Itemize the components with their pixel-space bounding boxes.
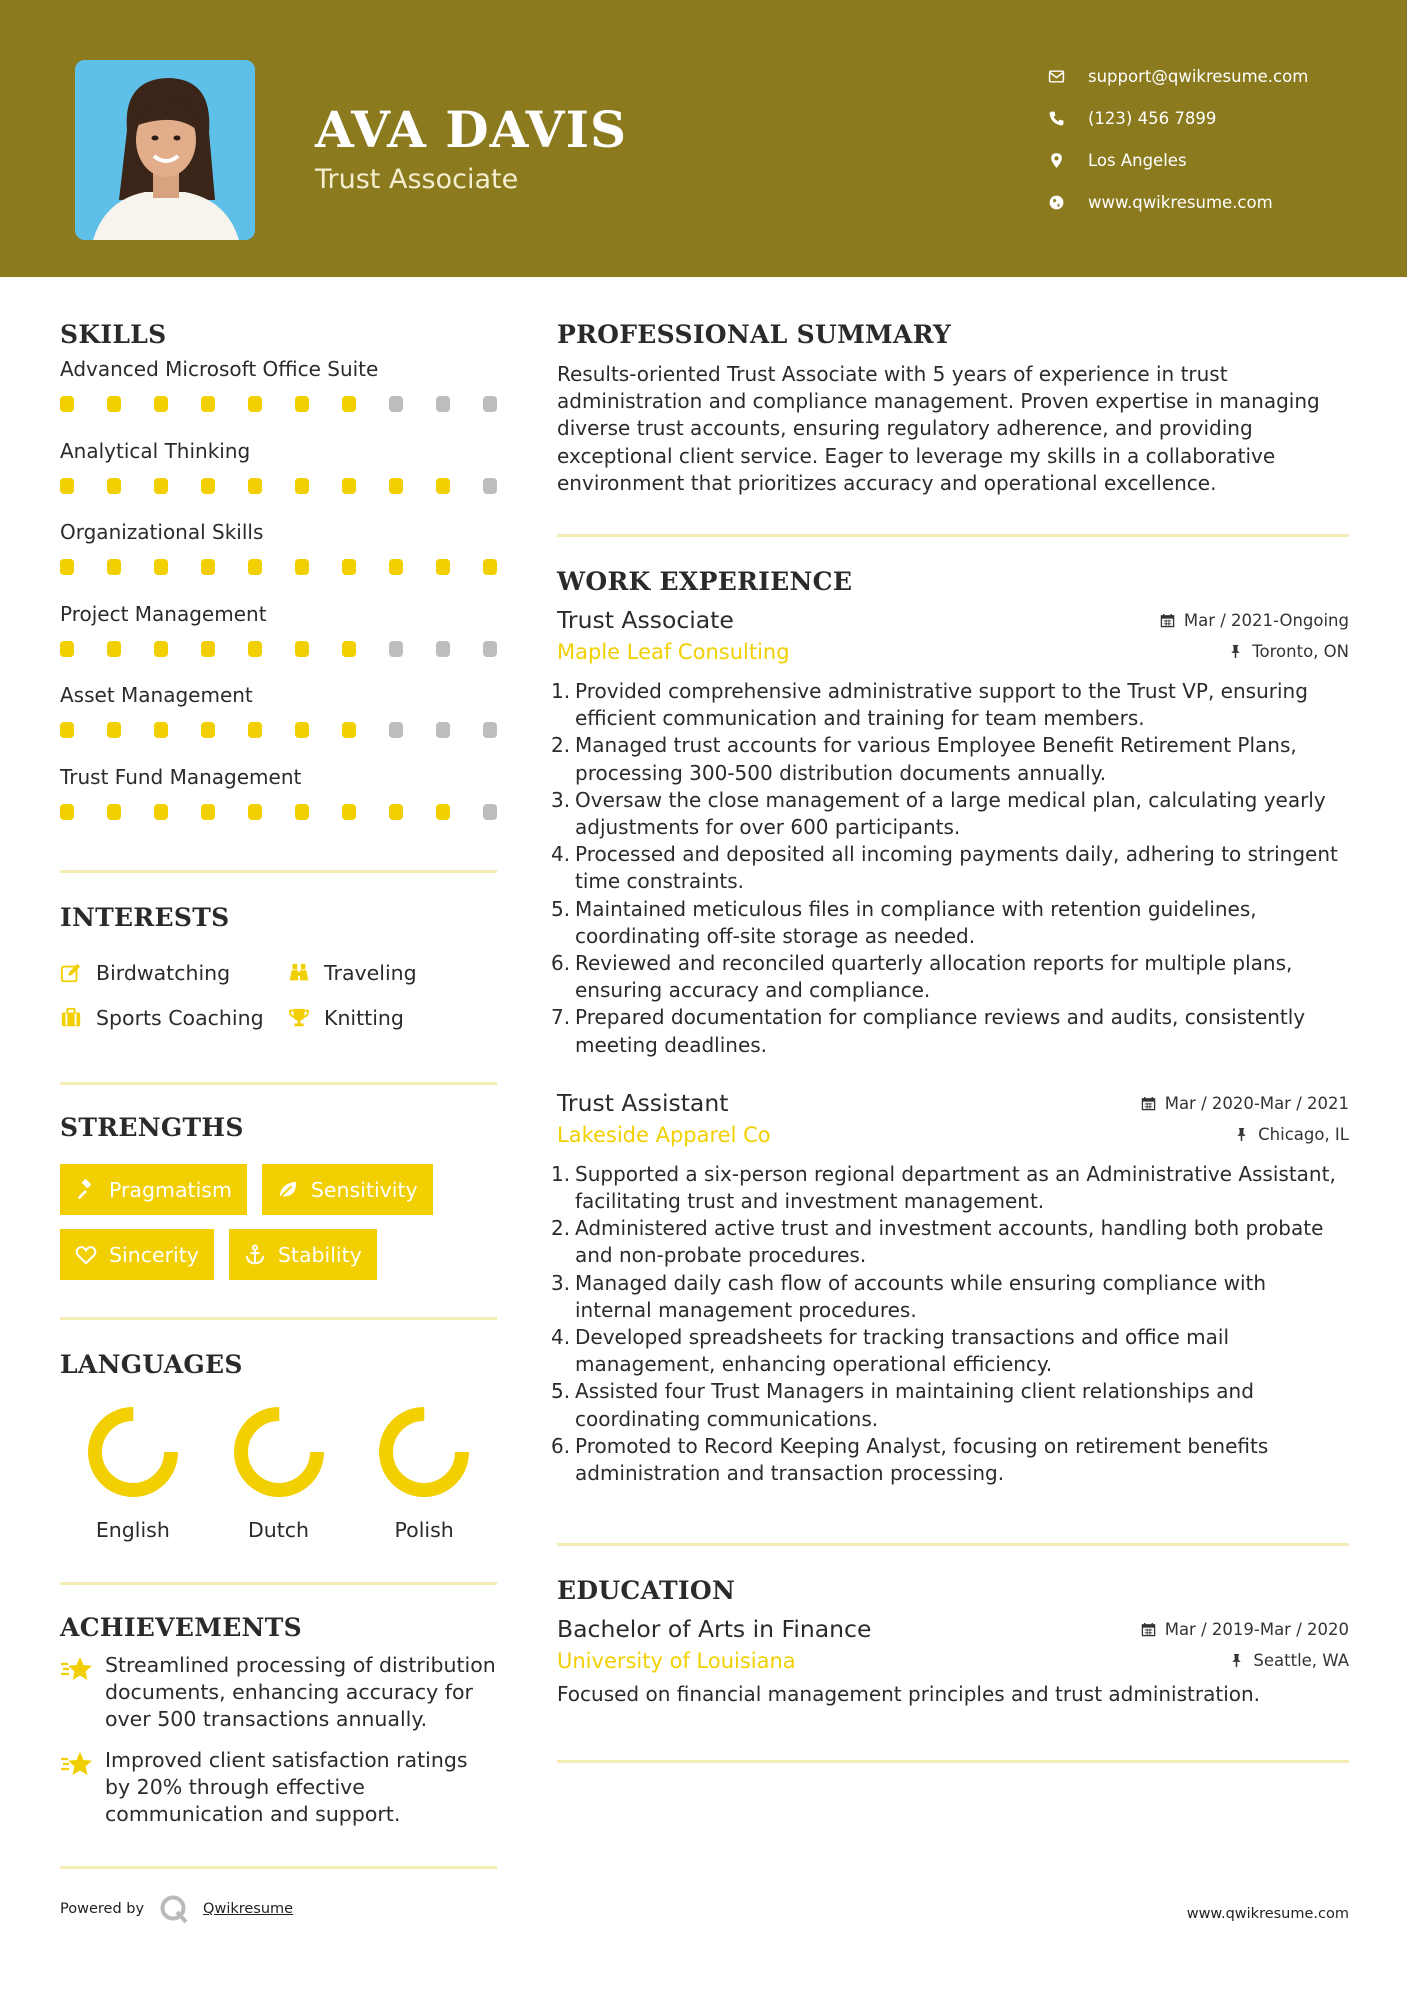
rating-dot-filled xyxy=(154,641,168,657)
bullet-number: 2. xyxy=(551,733,571,758)
job-bullet xyxy=(551,1324,1349,1378)
rating-dot-filled xyxy=(248,396,262,412)
interest-item xyxy=(60,950,278,995)
rating-dot-empty xyxy=(483,641,497,657)
skill-rating xyxy=(60,641,497,657)
education-description: Focused on financial management principles and trust administration. xyxy=(557,1682,1261,1707)
job-date xyxy=(1160,611,1349,630)
contact-email-text: support@qwikresume.com xyxy=(1088,66,1309,86)
skill-rating xyxy=(60,722,497,738)
pushpin-icon xyxy=(1229,1653,1244,1668)
rating-dot-filled xyxy=(295,641,309,657)
education-entry xyxy=(557,1615,1349,1708)
language-item xyxy=(351,1405,497,1542)
rating-dot-filled xyxy=(436,804,450,820)
rating-dot-filled xyxy=(201,722,215,738)
skill-name: Trust Fund Management xyxy=(60,764,302,789)
contact-location-text: Los Angeles xyxy=(1088,150,1187,170)
language-name: Dutch xyxy=(247,1518,310,1542)
summary-heading: PROFESSIONAL SUMMARY xyxy=(557,320,952,349)
bullet-number: 3. xyxy=(551,1270,571,1295)
achievement-text: Streamlined processing of distribution documents, enhancing accuracy for over 500 transactions annually. xyxy=(105,1653,496,1731)
bullet-text: Oversaw the close management of a large medical plan, calculating yearly adjustments for over 600 participants. xyxy=(575,787,1326,840)
strength-tag xyxy=(229,1229,377,1280)
achievements-heading: ACHIEVEMENTS xyxy=(60,1613,302,1642)
rating-dot-empty xyxy=(389,722,403,738)
gavel-icon xyxy=(75,1179,97,1201)
rating-dot-filled xyxy=(201,478,215,494)
job-bullets xyxy=(551,1161,1349,1487)
rating-dot-filled xyxy=(248,722,262,738)
bullet-number: 1. xyxy=(551,1161,571,1186)
bullet-text: Reviewed and reconciled quarterly allocation reports for multiple plans, ensuring accuracy and compliance. xyxy=(575,951,1293,1003)
rating-dot-filled xyxy=(483,559,497,575)
contact-email[interactable] xyxy=(1048,55,1378,97)
footer-powered-by xyxy=(60,1894,293,1924)
bullet-number: 6. xyxy=(551,951,571,976)
heart-icon xyxy=(75,1244,97,1266)
rating-dot-filled xyxy=(389,804,403,820)
skills-heading: SKILLS xyxy=(60,320,167,349)
rating-dot-empty xyxy=(483,804,497,820)
rating-dot-filled xyxy=(154,804,168,820)
interests-heading: INTERESTS xyxy=(60,903,230,932)
section-divider xyxy=(60,1082,497,1085)
bullet-text: Managed trust accounts for various Employee Benefit Retirement Plans, processing 300-500 distribution documents annually. xyxy=(575,733,1297,785)
rating-dot-filled xyxy=(342,804,356,820)
language-level-ring xyxy=(232,1405,326,1499)
language-level-arc xyxy=(241,1414,317,1490)
rating-dot-filled xyxy=(154,478,168,494)
job-location xyxy=(1234,1125,1349,1144)
skill-item xyxy=(60,520,497,594)
candidate-title: Trust Associate xyxy=(315,164,519,195)
footer-url[interactable]: www.qwikresume.com xyxy=(1186,1906,1349,1922)
right-column xyxy=(551,320,1349,1763)
rating-dot-filled xyxy=(248,559,262,575)
rating-dot-filled xyxy=(295,804,309,820)
section-divider xyxy=(60,1866,497,1869)
skill-rating xyxy=(60,559,497,575)
rating-dot-filled xyxy=(389,559,403,575)
pushpin-icon xyxy=(1234,1127,1249,1142)
job-bullet xyxy=(551,678,1349,732)
job-bullet xyxy=(551,787,1349,841)
briefcase-icon xyxy=(60,1007,96,1029)
strength-label: Pragmatism xyxy=(109,1177,232,1202)
language-level-arc xyxy=(386,1414,462,1490)
star-icon xyxy=(60,1652,105,1733)
trophy-icon xyxy=(288,1007,324,1029)
job-bullet xyxy=(551,1433,1349,1487)
language-level-ring xyxy=(86,1405,180,1499)
rating-dot-filled xyxy=(60,478,74,494)
profile-photo xyxy=(75,60,255,240)
section-divider xyxy=(557,534,1349,537)
section-divider xyxy=(60,1582,497,1585)
rating-dot-filled xyxy=(60,396,74,412)
bullet-number: 5. xyxy=(551,1379,571,1404)
job-location-text: Toronto, ON xyxy=(1252,642,1349,662)
skill-item xyxy=(60,683,497,757)
job-bullet xyxy=(551,1004,1349,1058)
job-bullets xyxy=(551,678,1349,1059)
interests-list xyxy=(60,950,497,1040)
left-column xyxy=(60,320,497,1869)
rating-dot-filled xyxy=(201,641,215,657)
job-location-text: Chicago, IL xyxy=(1258,1124,1349,1144)
rating-dot-filled xyxy=(107,722,121,738)
rating-dot-filled xyxy=(389,478,403,494)
strength-tag xyxy=(60,1229,214,1280)
rating-dot-filled xyxy=(201,804,215,820)
language-item xyxy=(206,1405,352,1542)
anchor-icon xyxy=(244,1244,266,1266)
job-location xyxy=(1228,642,1349,661)
rating-dot-empty xyxy=(389,641,403,657)
bullet-text: Supported a six-person regional department as an Administrative Assistant, facilitating trust and investment management. xyxy=(575,1161,1336,1214)
education-date-text: Mar / 2019-Mar / 2020 xyxy=(1164,1620,1349,1640)
rating-dot-empty xyxy=(436,641,450,657)
rating-dot-filled xyxy=(107,559,121,575)
language-item xyxy=(60,1405,206,1542)
rating-dot-filled xyxy=(201,396,215,412)
skill-name: Organizational Skills xyxy=(60,520,264,544)
interest-item xyxy=(288,995,404,1040)
bullet-number: 5. xyxy=(551,896,571,921)
contact-location xyxy=(1048,139,1378,181)
language-level-ring xyxy=(377,1405,471,1499)
interest-label: Traveling xyxy=(324,960,417,985)
bullet-text: Maintained meticulous files in compliance with retention guidelines, coordinating off-site storage as needed. xyxy=(575,896,1257,948)
degree-title: Bachelor of Arts in Finance xyxy=(557,1615,872,1644)
map-marker-icon xyxy=(1048,152,1088,169)
bullet-text: Developed spreadsheets for tracking transactions and office mail management, enhancing operational efficiency. xyxy=(575,1325,1230,1377)
rating-dot-empty xyxy=(436,396,450,412)
rating-dot-filled xyxy=(60,559,74,575)
strength-label: Stability xyxy=(277,1242,362,1267)
interest-label: Sports Coaching xyxy=(96,1005,264,1030)
section-divider xyxy=(557,1760,1349,1763)
rating-dot-filled xyxy=(248,804,262,820)
company-name: Lakeside Apparel Co xyxy=(557,1122,771,1147)
rating-dot-filled xyxy=(295,559,309,575)
bullet-number: 3. xyxy=(551,787,571,812)
binoculars-icon xyxy=(288,962,324,984)
calendar-icon xyxy=(1141,1096,1156,1111)
bullet-text: Administered active trust and investment accounts, handling both probate and non-probate procedures. xyxy=(575,1216,1324,1268)
rating-dot-filled xyxy=(342,478,356,494)
job-bullet xyxy=(551,1215,1349,1269)
strength-label: Sincerity xyxy=(109,1242,199,1267)
star-icon xyxy=(60,1747,105,1828)
rating-dot-filled xyxy=(201,559,215,575)
education-location xyxy=(1229,1651,1349,1670)
job-date-text: Mar / 2021-Ongoing xyxy=(1183,611,1349,631)
interest-label: Knitting xyxy=(324,1005,404,1030)
bullet-text: Processed and deposited all incoming payments daily, adhering to stringent time constraints. xyxy=(575,842,1338,894)
rating-dot-filled xyxy=(295,396,309,412)
education-heading: EDUCATION xyxy=(557,1576,736,1606)
rating-dot-filled xyxy=(342,641,356,657)
bullet-number: 2. xyxy=(551,1216,571,1241)
rating-dot-filled xyxy=(60,722,74,738)
rating-dot-filled xyxy=(295,478,309,494)
skill-rating xyxy=(60,804,497,820)
strengths-heading: STRENGTHS xyxy=(60,1113,244,1142)
achievements-list xyxy=(60,1652,497,1828)
contact-phone-text: (123) 456 7899 xyxy=(1088,108,1217,128)
rating-dot-filled xyxy=(154,559,168,575)
rating-dot-filled xyxy=(248,478,262,494)
rating-dot-empty xyxy=(436,722,450,738)
rating-dot-filled xyxy=(107,396,121,412)
skill-rating xyxy=(60,396,497,412)
job-bullet xyxy=(551,1161,1349,1215)
section-divider xyxy=(557,1543,1349,1546)
skill-item xyxy=(60,357,497,431)
job-bullet xyxy=(551,732,1349,786)
rating-dot-filled xyxy=(342,396,356,412)
section-divider xyxy=(60,1317,497,1320)
rating-dot-filled xyxy=(436,478,450,494)
rating-dot-empty xyxy=(389,396,403,412)
bullet-number: 7. xyxy=(551,1005,571,1030)
calendar-icon xyxy=(1141,1622,1156,1637)
job-entry xyxy=(551,606,1349,1059)
jobs-list xyxy=(551,606,1349,1487)
pushpin-icon xyxy=(1228,644,1243,659)
job-date-text: Mar / 2020-Mar / 2021 xyxy=(1164,1093,1349,1113)
language-name: Polish xyxy=(394,1518,454,1542)
envelope-icon xyxy=(1048,68,1088,85)
pencil-square-icon xyxy=(60,962,96,984)
job-bullet xyxy=(551,950,1349,1004)
school-name: University of Louisiana xyxy=(557,1649,796,1674)
bullet-text: Managed daily cash flow of accounts while ensuring compliance with internal management procedures. xyxy=(575,1270,1267,1322)
job-bullet xyxy=(551,1270,1349,1324)
job-title: Trust Associate xyxy=(557,606,734,635)
strengths-list xyxy=(60,1164,497,1294)
rating-dot-filled xyxy=(60,804,74,820)
bullet-number: 4. xyxy=(551,1325,571,1350)
education-date xyxy=(1141,1620,1349,1639)
languages-list xyxy=(60,1405,497,1542)
bullet-text: Assisted four Trust Managers in maintaining client relationships and coordinating communications. xyxy=(575,1379,1254,1431)
education-location-text: Seattle, WA xyxy=(1253,1651,1349,1671)
rating-dot-filled xyxy=(342,559,356,575)
rating-dot-filled xyxy=(154,722,168,738)
bullet-text: Prepared documentation for compliance reviews and audits, consistently meeting deadlines. xyxy=(575,1005,1306,1057)
summary-text: Results-oriented Trust Associate with 5 years of experience in trust administration and compliance management. Proven expertise in managing diverse trust accounts, ensuring regulatory adherence, and providing exceptional client service. Eager to leverage my skills in a collaborative environment that prioritizes accuracy and operational excellence. xyxy=(557,362,1320,495)
contact-website[interactable] xyxy=(1048,181,1378,223)
language-level-arc xyxy=(95,1414,171,1490)
job-bullet xyxy=(551,896,1349,950)
bullet-text: Promoted to Record Keeping Analyst, focusing on retirement benefits administration and transaction processing. xyxy=(575,1433,1269,1486)
company-name: Maple Leaf Consulting xyxy=(557,640,790,665)
rating-dot-filled xyxy=(342,722,356,738)
section-divider xyxy=(60,870,497,873)
rating-dot-empty xyxy=(483,478,497,494)
rating-dot-filled xyxy=(107,804,121,820)
strength-label: Sensitivity xyxy=(310,1177,418,1202)
resume-header xyxy=(0,0,1407,277)
achievement-text: Improved client satisfaction ratings by 20% through effective communication and support. xyxy=(105,1748,468,1826)
achievement-item xyxy=(60,1747,497,1828)
powered-by-text: Powered by xyxy=(60,1901,145,1917)
rating-dot-filled xyxy=(248,641,262,657)
bullet-number: 6. xyxy=(551,1433,571,1458)
skill-item xyxy=(60,602,497,676)
rating-dot-empty xyxy=(483,722,497,738)
contact-list xyxy=(1048,55,1378,223)
job-date xyxy=(1141,1094,1349,1113)
rating-dot-filled xyxy=(154,396,168,412)
skill-rating xyxy=(60,478,497,494)
skill-item xyxy=(60,765,497,839)
skill-name: Asset Management xyxy=(60,683,253,707)
footer-brand-link[interactable]: Qwikresume xyxy=(203,1901,294,1917)
rating-dot-filled xyxy=(60,641,74,657)
languages-heading: LANGUAGES xyxy=(60,1350,243,1379)
skill-item xyxy=(60,439,497,513)
contact-phone[interactable] xyxy=(1048,97,1378,139)
phone-icon xyxy=(1048,110,1088,127)
skills-list xyxy=(60,357,497,838)
interest-item xyxy=(288,950,417,995)
bullet-number: 1. xyxy=(551,679,571,704)
job-entry xyxy=(551,1088,1349,1487)
job-title: Trust Assistant xyxy=(557,1088,729,1117)
rating-dot-filled xyxy=(107,641,121,657)
contact-website-text: www.qwikresume.com xyxy=(1088,192,1273,212)
achievement-item xyxy=(60,1652,497,1733)
skill-name: Analytical Thinking xyxy=(60,438,251,463)
rating-dot-filled xyxy=(107,478,121,494)
language-name: English xyxy=(95,1518,170,1542)
leaf-icon xyxy=(277,1179,299,1201)
candidate-name: AVA DAVIS xyxy=(315,100,628,159)
strength-tag xyxy=(262,1164,433,1215)
skill-name: Advanced Microsoft Office Suite xyxy=(60,357,379,381)
interest-label: Birdwatching xyxy=(96,960,231,985)
globe-icon xyxy=(1048,194,1088,211)
strength-tag xyxy=(60,1164,247,1215)
rating-dot-empty xyxy=(483,396,497,412)
bullet-number: 4. xyxy=(551,842,571,867)
experience-heading: WORK EXPERIENCE xyxy=(557,567,853,597)
job-bullet xyxy=(551,841,1349,895)
bullet-text: Provided comprehensive administrative support to the Trust VP, ensuring efficient communication and training for team members. xyxy=(575,679,1308,731)
job-bullet xyxy=(551,1378,1349,1432)
rating-dot-filled xyxy=(436,559,450,575)
calendar-icon xyxy=(1160,613,1175,628)
interest-item xyxy=(60,995,278,1040)
rating-dot-filled xyxy=(295,722,309,738)
skill-name: Project Management xyxy=(60,601,267,626)
qwikresume-logo-icon xyxy=(159,1894,189,1924)
